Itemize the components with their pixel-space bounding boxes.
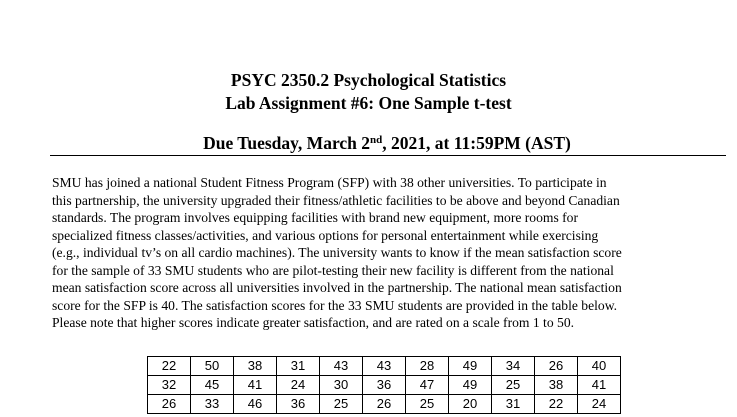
course-title: PSYC 2350.2 Psychological Statistics [230, 70, 507, 90]
assignment-title: Lab Assignment #6: One Sample t-test [225, 93, 512, 113]
score-cell: 25 [492, 376, 535, 395]
score-cell: 49 [449, 376, 492, 395]
score-cell: 25 [320, 395, 363, 414]
paragraph-line: this partnership, the university upgraded their fitness/athletic facilities to be above and beyond Canadian [52, 192, 620, 208]
instructions-paragraph [52, 174, 728, 332]
score-cell: 38 [234, 357, 277, 376]
score-cell: 26 [148, 395, 191, 414]
score-cell: 20 [449, 395, 492, 414]
score-cell: 34 [492, 357, 535, 376]
paragraph-line: specialized fitness classes/activities, and various options for personal entertainment while exercising [52, 227, 599, 243]
table-row [148, 376, 621, 395]
score-cell: 28 [406, 357, 449, 376]
score-cell: 38 [535, 376, 578, 395]
score-cell: 36 [277, 395, 320, 414]
score-cell: 50 [191, 357, 234, 376]
paragraph-line: SMU has joined a national Student Fitness Program (SFP) with 38 other universities. To participate in [52, 175, 607, 190]
score-cell: 47 [406, 376, 449, 395]
paragraph-line: Please note that higher scores indicate greater satisfaction, and are rated on a scale from 1 to 50. [52, 315, 575, 330]
score-cell: 24 [277, 376, 320, 395]
score-cell: 41 [234, 376, 277, 395]
score-cell: 24 [578, 395, 621, 414]
paragraph-line: standards. The program involves equipping facilities with brand new equipment, more rooms for [52, 210, 579, 225]
score-cell: 32 [148, 376, 191, 395]
score-cell: 25 [406, 395, 449, 414]
score-cell: 22 [148, 357, 191, 376]
score-cell: 49 [449, 357, 492, 376]
score-cell: 43 [363, 357, 406, 376]
score-cell: 46 [234, 395, 277, 414]
paragraph-line: for the sample of 33 SMU students who are pilot-testing their new facility is different from the national [52, 262, 614, 278]
horizontal-rule [50, 155, 726, 156]
due-date-suffix: , 2021, at 11:59PM (AST) [382, 133, 571, 153]
score-cell: 26 [535, 357, 578, 376]
score-cell: 40 [578, 357, 621, 376]
score-cell: 45 [191, 376, 234, 395]
score-cell: 31 [492, 395, 535, 414]
score-cell: 31 [277, 357, 320, 376]
score-cell: 22 [535, 395, 578, 414]
score-cell: 26 [363, 395, 406, 414]
paragraph-line: (e.g., individual tv’s on all cardio machines). The university wants to know if the mean satisfaction score [52, 245, 622, 260]
paragraph-line: score for the SFP is 40. The satisfaction scores for the 33 SMU students are provided in the table below. [52, 297, 618, 313]
paragraph-line: mean satisfaction score across all universities involved in the partnership. The national mean satisfaction [52, 280, 622, 295]
table-row [148, 357, 621, 376]
due-date-prefix: Due Tuesday, March 2 [203, 133, 371, 153]
table-row [148, 395, 621, 414]
satisfaction-scores-table [147, 356, 621, 414]
score-cell: 41 [578, 376, 621, 395]
score-cell: 43 [320, 357, 363, 376]
score-cell: 36 [363, 376, 406, 395]
score-cell: 33 [191, 395, 234, 414]
due-date [0, 132, 737, 154]
score-cell: 30 [320, 376, 363, 395]
due-date-ordinal: nd [370, 134, 383, 146]
